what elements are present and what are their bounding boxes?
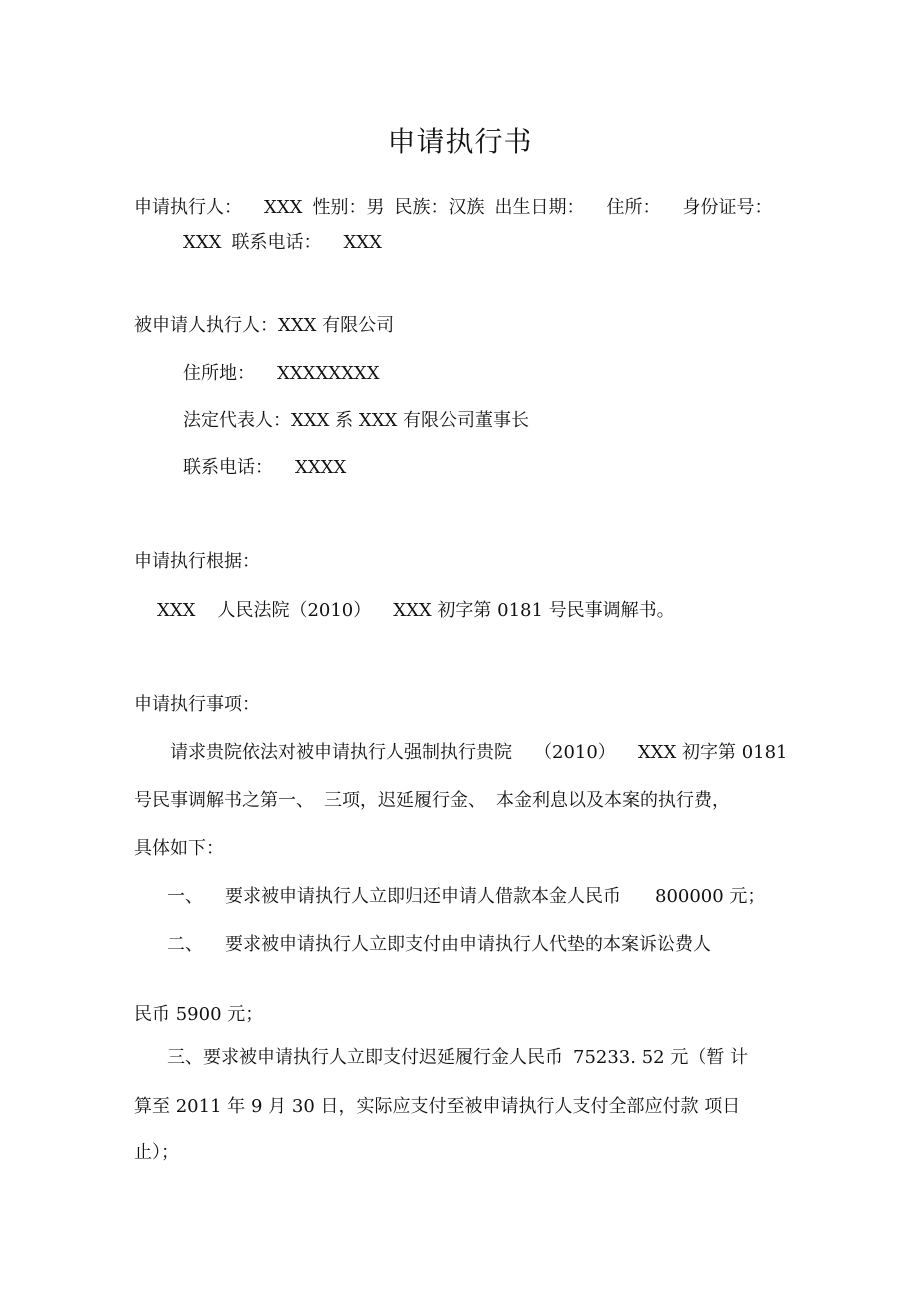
item-2-number: 二、 (167, 934, 203, 955)
item-3-amount: 75233. 52 元（暂 计 (573, 1047, 749, 1068)
item-2-text: 要求被申请执行人立即支付由申请执行人代垫的本案诉讼费人 (225, 934, 711, 955)
item-1-number: 一、 (167, 886, 203, 907)
applicant-name: XXX (264, 197, 303, 218)
matters-item-3-line-1 (167, 1045, 748, 1071)
item-3-text: 三、要求被申请执行人立即支付迟延履行金人民币 (167, 1047, 563, 1068)
matters-intro-1a: 请求贵院依法对被申请执行人强制执行贵院 (170, 742, 512, 763)
respondent-phone-label: 联系电话： (183, 457, 273, 478)
respondent-legal-rep-label: 法定代表人： (183, 410, 291, 431)
respondent-legal-rep-line (183, 408, 529, 434)
matters-item-3-line-2: 算至 2011 年 9 月 30 日，实际应支付至被申请执行人支付全部应付款 项日 (134, 1096, 741, 1117)
respondent-legal-rep-value: XXX 系 XXX 有限公司董事长 (291, 410, 530, 431)
matters-item-2-cont: 民币 5900 元； (134, 1004, 264, 1025)
basis-heading: 申请执行根据： (134, 551, 260, 572)
basis-court-name: 人民法院（2010） (217, 600, 372, 621)
applicant-phone-label: 联系电话： (231, 232, 322, 253)
matters-intro-2c: 本金利息以及本案的执行费， (496, 790, 730, 811)
respondent-address-value: XXXXXXXX (277, 363, 380, 384)
document-title: 申请执行书 (387, 125, 533, 158)
matters-intro-2b: 三项，迟延履行金、 (324, 790, 486, 811)
matters-item-3-line-3: 止）； (134, 1142, 179, 1163)
applicant-gender: 性别：男 (312, 197, 385, 218)
matters-item-2 (167, 932, 711, 958)
applicant-id-value: XXX (183, 232, 222, 253)
respondent-line (134, 313, 394, 339)
basis-text (157, 598, 675, 624)
respondent-phone-value: XXXX (295, 457, 347, 478)
item-1-amount: 800000 元； (655, 886, 766, 907)
matters-intro-1c: XXX 初字第 0181 (637, 742, 788, 763)
matters-intro-line-1 (170, 740, 788, 766)
matters-intro-2a: 号民事调解书之第一、 (134, 790, 314, 811)
respondent-address-label: 住所地： (183, 363, 255, 384)
applicant-ethnicity: 民族：汉族 (394, 197, 485, 218)
applicant-line-2 (183, 230, 382, 256)
respondent-label: 被申请人执行人： (134, 315, 278, 336)
applicant-birth-date: 出生日期： (494, 197, 585, 218)
matters-intro-1b: （2010） (534, 742, 616, 763)
matters-heading: 申请执行事项： (134, 694, 260, 715)
respondent-address-line (183, 361, 380, 387)
applicant-line (134, 195, 772, 221)
basis-document: XXX 初字第 0181 号民事调解书。 (393, 600, 675, 621)
matters-item-1 (167, 884, 765, 910)
applicant-label: 申请执行人： (134, 197, 242, 218)
applicant-id-number: 身份证号： (682, 197, 773, 218)
respondent-name: XXX 有限公司 (278, 315, 395, 336)
applicant-phone-value: XXX (343, 232, 382, 253)
matters-intro-line-2 (134, 788, 730, 814)
matters-intro-line-3: 具体如下： (134, 838, 224, 859)
basis-court: XXX (157, 600, 196, 621)
applicant-address: 住所： (606, 197, 661, 218)
item-1-text: 要求被申请执行人立即归还申请人借款本金人民币 (225, 886, 621, 907)
respondent-phone-line (183, 455, 346, 481)
